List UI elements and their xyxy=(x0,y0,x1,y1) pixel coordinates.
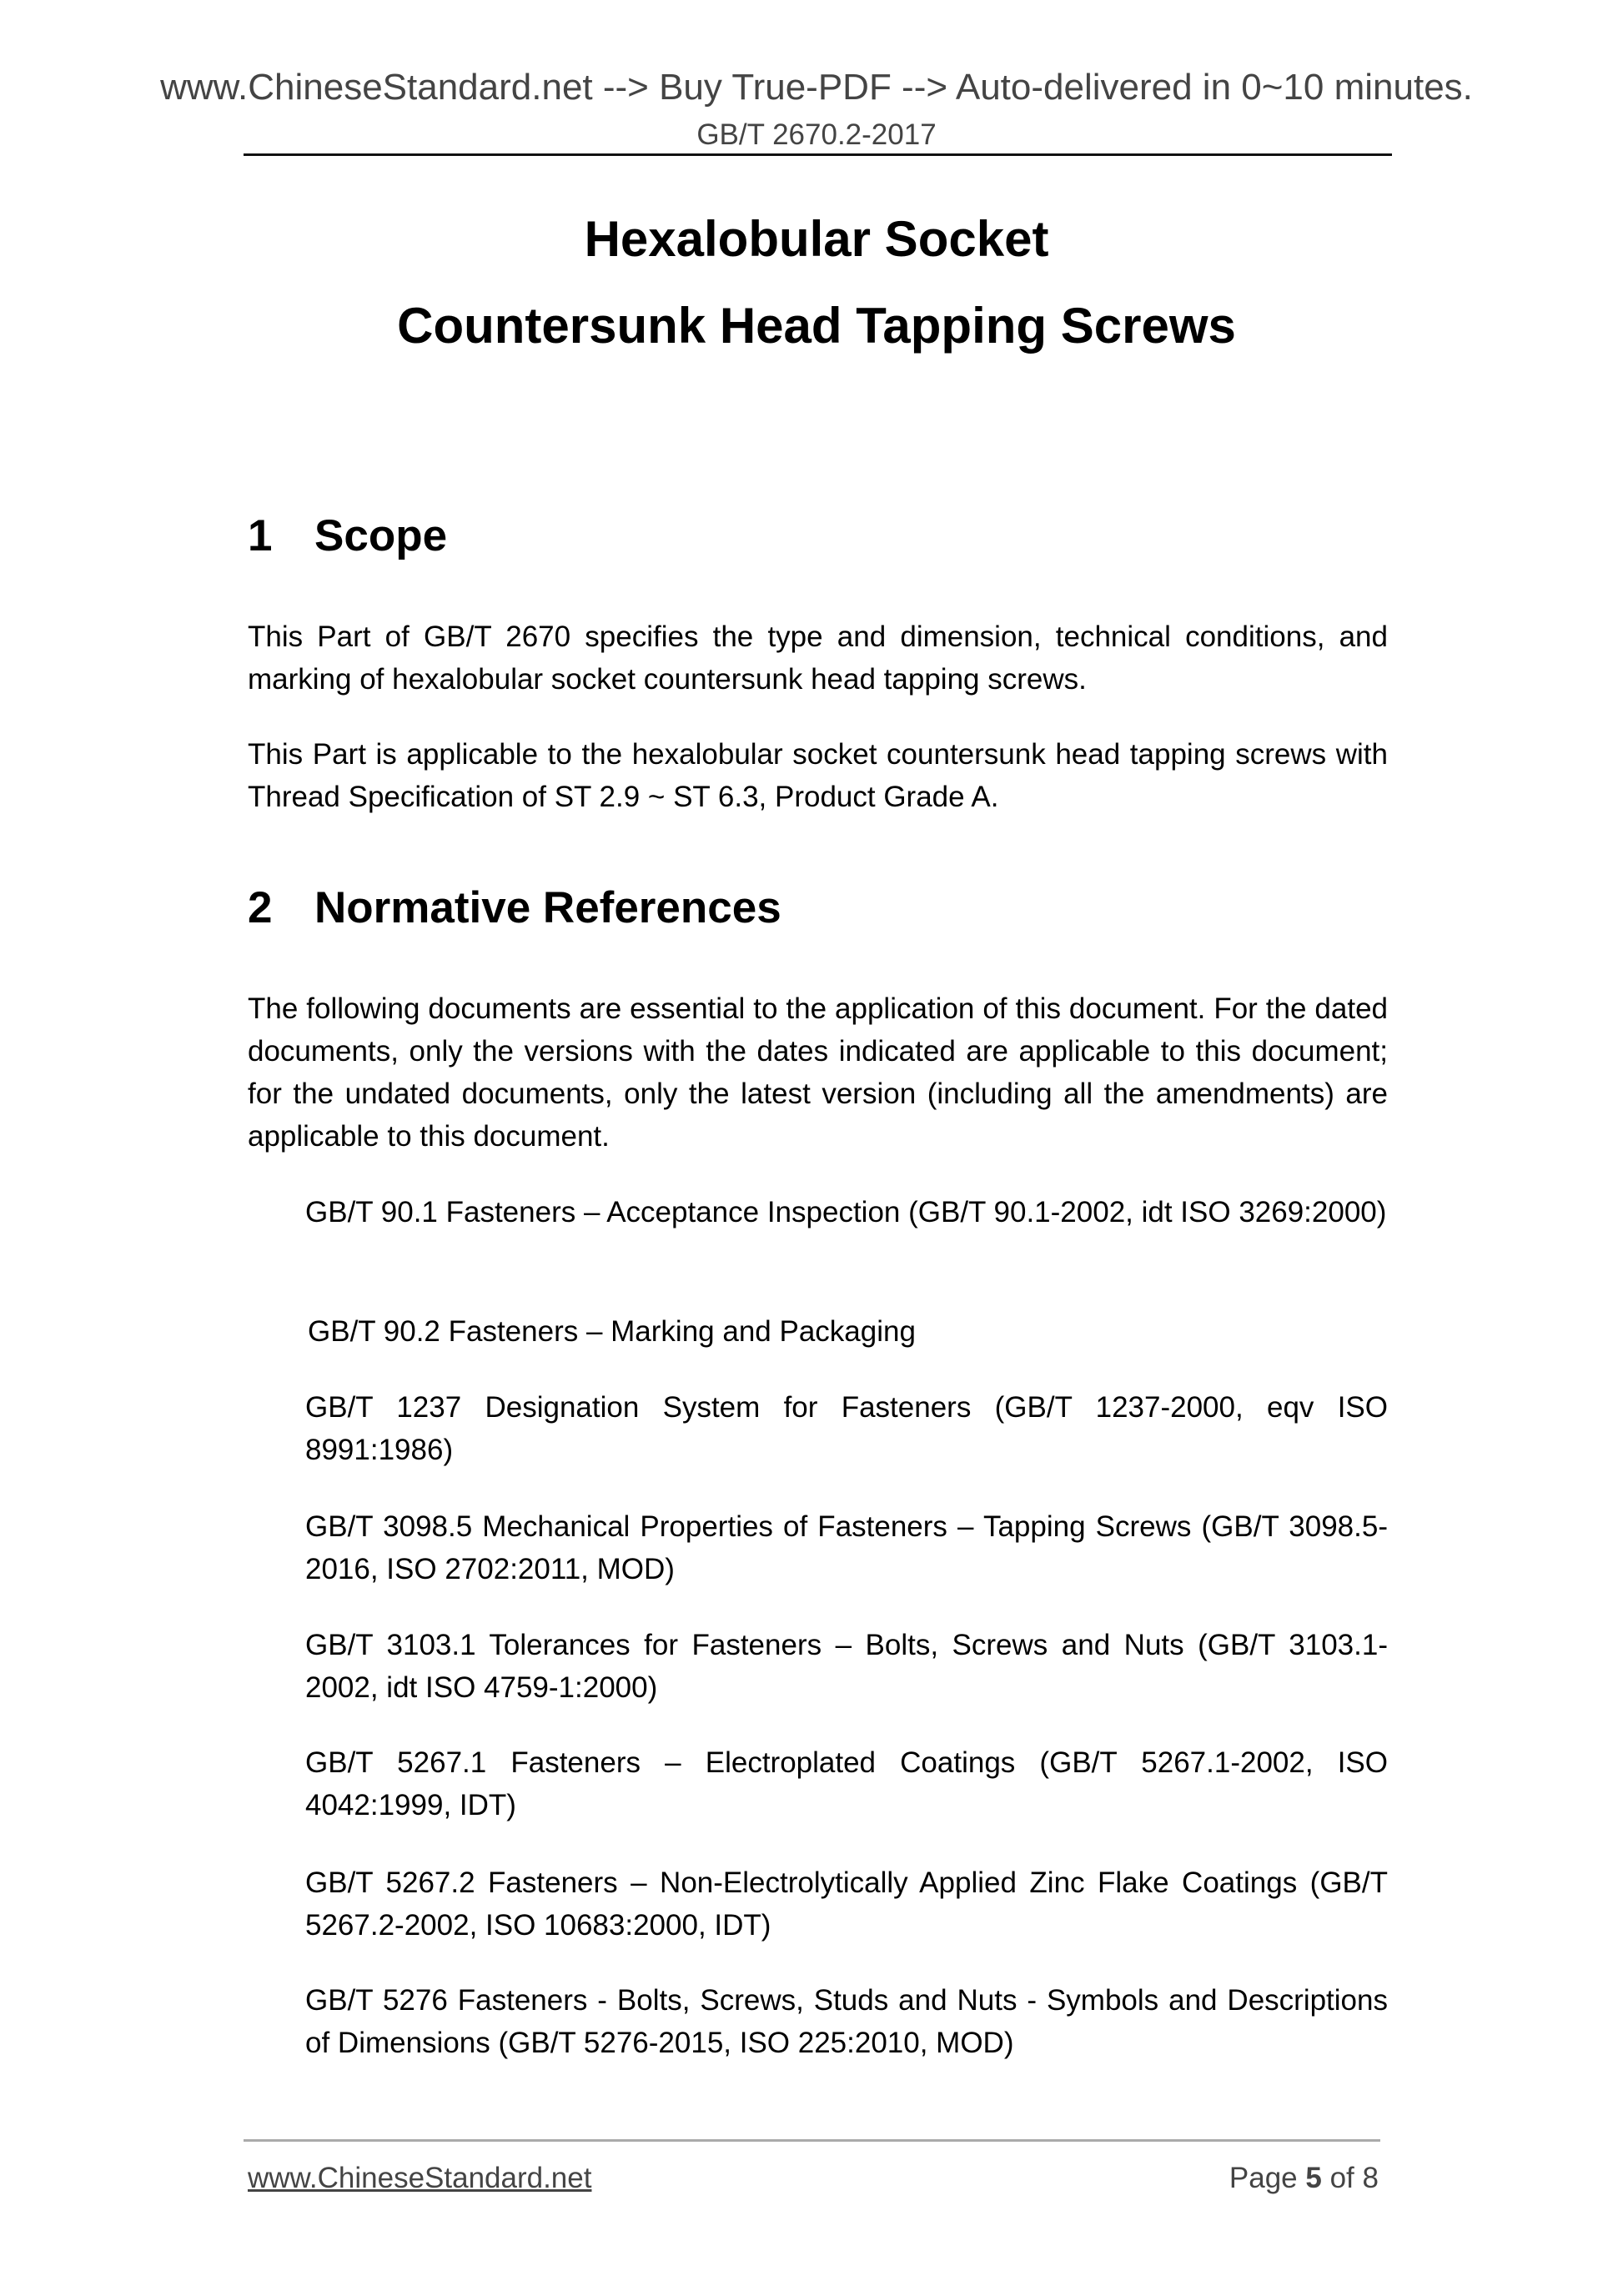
page-of: of xyxy=(1329,2162,1354,2194)
reference-item: GB/T 5267.1 Fasteners – Electroplated Coatings (GB/T 5267.1-2002, ISO 4042:1999, IDT) xyxy=(305,1746,1388,1821)
reference-item: GB/T 90.1 Fasteners – Acceptance Inspection (GB/T 90.1-2002, idt ISO 3269:2000) xyxy=(305,1196,1387,1228)
header-banner: www.ChineseStandard.net --> Buy True-PDF --> Auto-delivered in 0~10 minutes. xyxy=(160,67,1473,108)
page-prefix: Page xyxy=(1229,2162,1298,2194)
section-title: Scope xyxy=(314,511,448,560)
footer-rule xyxy=(244,2139,1380,2142)
header-rule xyxy=(244,153,1392,156)
page-indicator xyxy=(1229,2162,1379,2195)
document-title-line1: Hexalobular Socket xyxy=(584,211,1049,267)
section-heading-normative-references xyxy=(248,882,781,933)
section-number: 2 xyxy=(248,883,273,932)
reference-item: GB/T 1237 Designation System for Fasteners (GB/T 1237-2000, eqv ISO 8991:1986) xyxy=(305,1391,1388,1466)
reference-item: GB/T 3103.1 Tolerances for Fasteners – Bolts, Screws and Nuts (GB/T 3103.1-2002, idt ISO 4759-1:2000) xyxy=(305,1629,1388,1704)
references-intro-paragraph: The following documents are essential to the application of this document. For the dated documents, only the versions with the dates indicated are applicable to this document; for the undated documents, only the latest version (including all the amendments) are applicable to this document. xyxy=(248,992,1388,1153)
header-doc-id: GB/T 2670.2-2017 xyxy=(696,118,937,151)
section-heading-scope xyxy=(248,510,447,561)
scope-paragraph-1: This Part of GB/T 2670 specifies the type and dimension, technical conditions, and marking of hexalobular socket countersunk head tapping screws. xyxy=(248,620,1388,696)
section-number: 1 xyxy=(248,511,273,560)
reference-item: GB/T 90.2 Fasteners – Marking and Packaging xyxy=(308,1315,916,1348)
reference-item: GB/T 5267.2 Fasteners – Non-Electrolytically Applied Zinc Flake Coatings (GB/T 5267.2-2002, ISO 10683:2000, IDT) xyxy=(305,1866,1388,1942)
scope-paragraph-2: This Part is applicable to the hexalobular socket countersunk head tapping screws with Thread Specification of ST 2.9 ~ ST 6.3, Product Grade A. xyxy=(248,738,1388,813)
reference-item: GB/T 3098.5 Mechanical Properties of Fasteners – Tapping Screws (GB/T 3098.5-2016, ISO 2702:2011, MOD) xyxy=(305,1510,1388,1585)
page-total: 8 xyxy=(1362,2162,1379,2194)
section-title: Normative References xyxy=(314,883,781,932)
document-title-line2: Countersunk Head Tapping Screws xyxy=(397,298,1236,354)
reference-item: GB/T 5276 Fasteners - Bolts, Screws, Studs and Nuts - Symbols and Descriptions of Dimensions (GB/T 5276-2015, ISO 225:2010, MOD) xyxy=(305,1984,1388,2059)
footer-website-link[interactable]: www.ChineseStandard.net xyxy=(248,2162,592,2194)
page-current: 5 xyxy=(1305,2162,1322,2194)
